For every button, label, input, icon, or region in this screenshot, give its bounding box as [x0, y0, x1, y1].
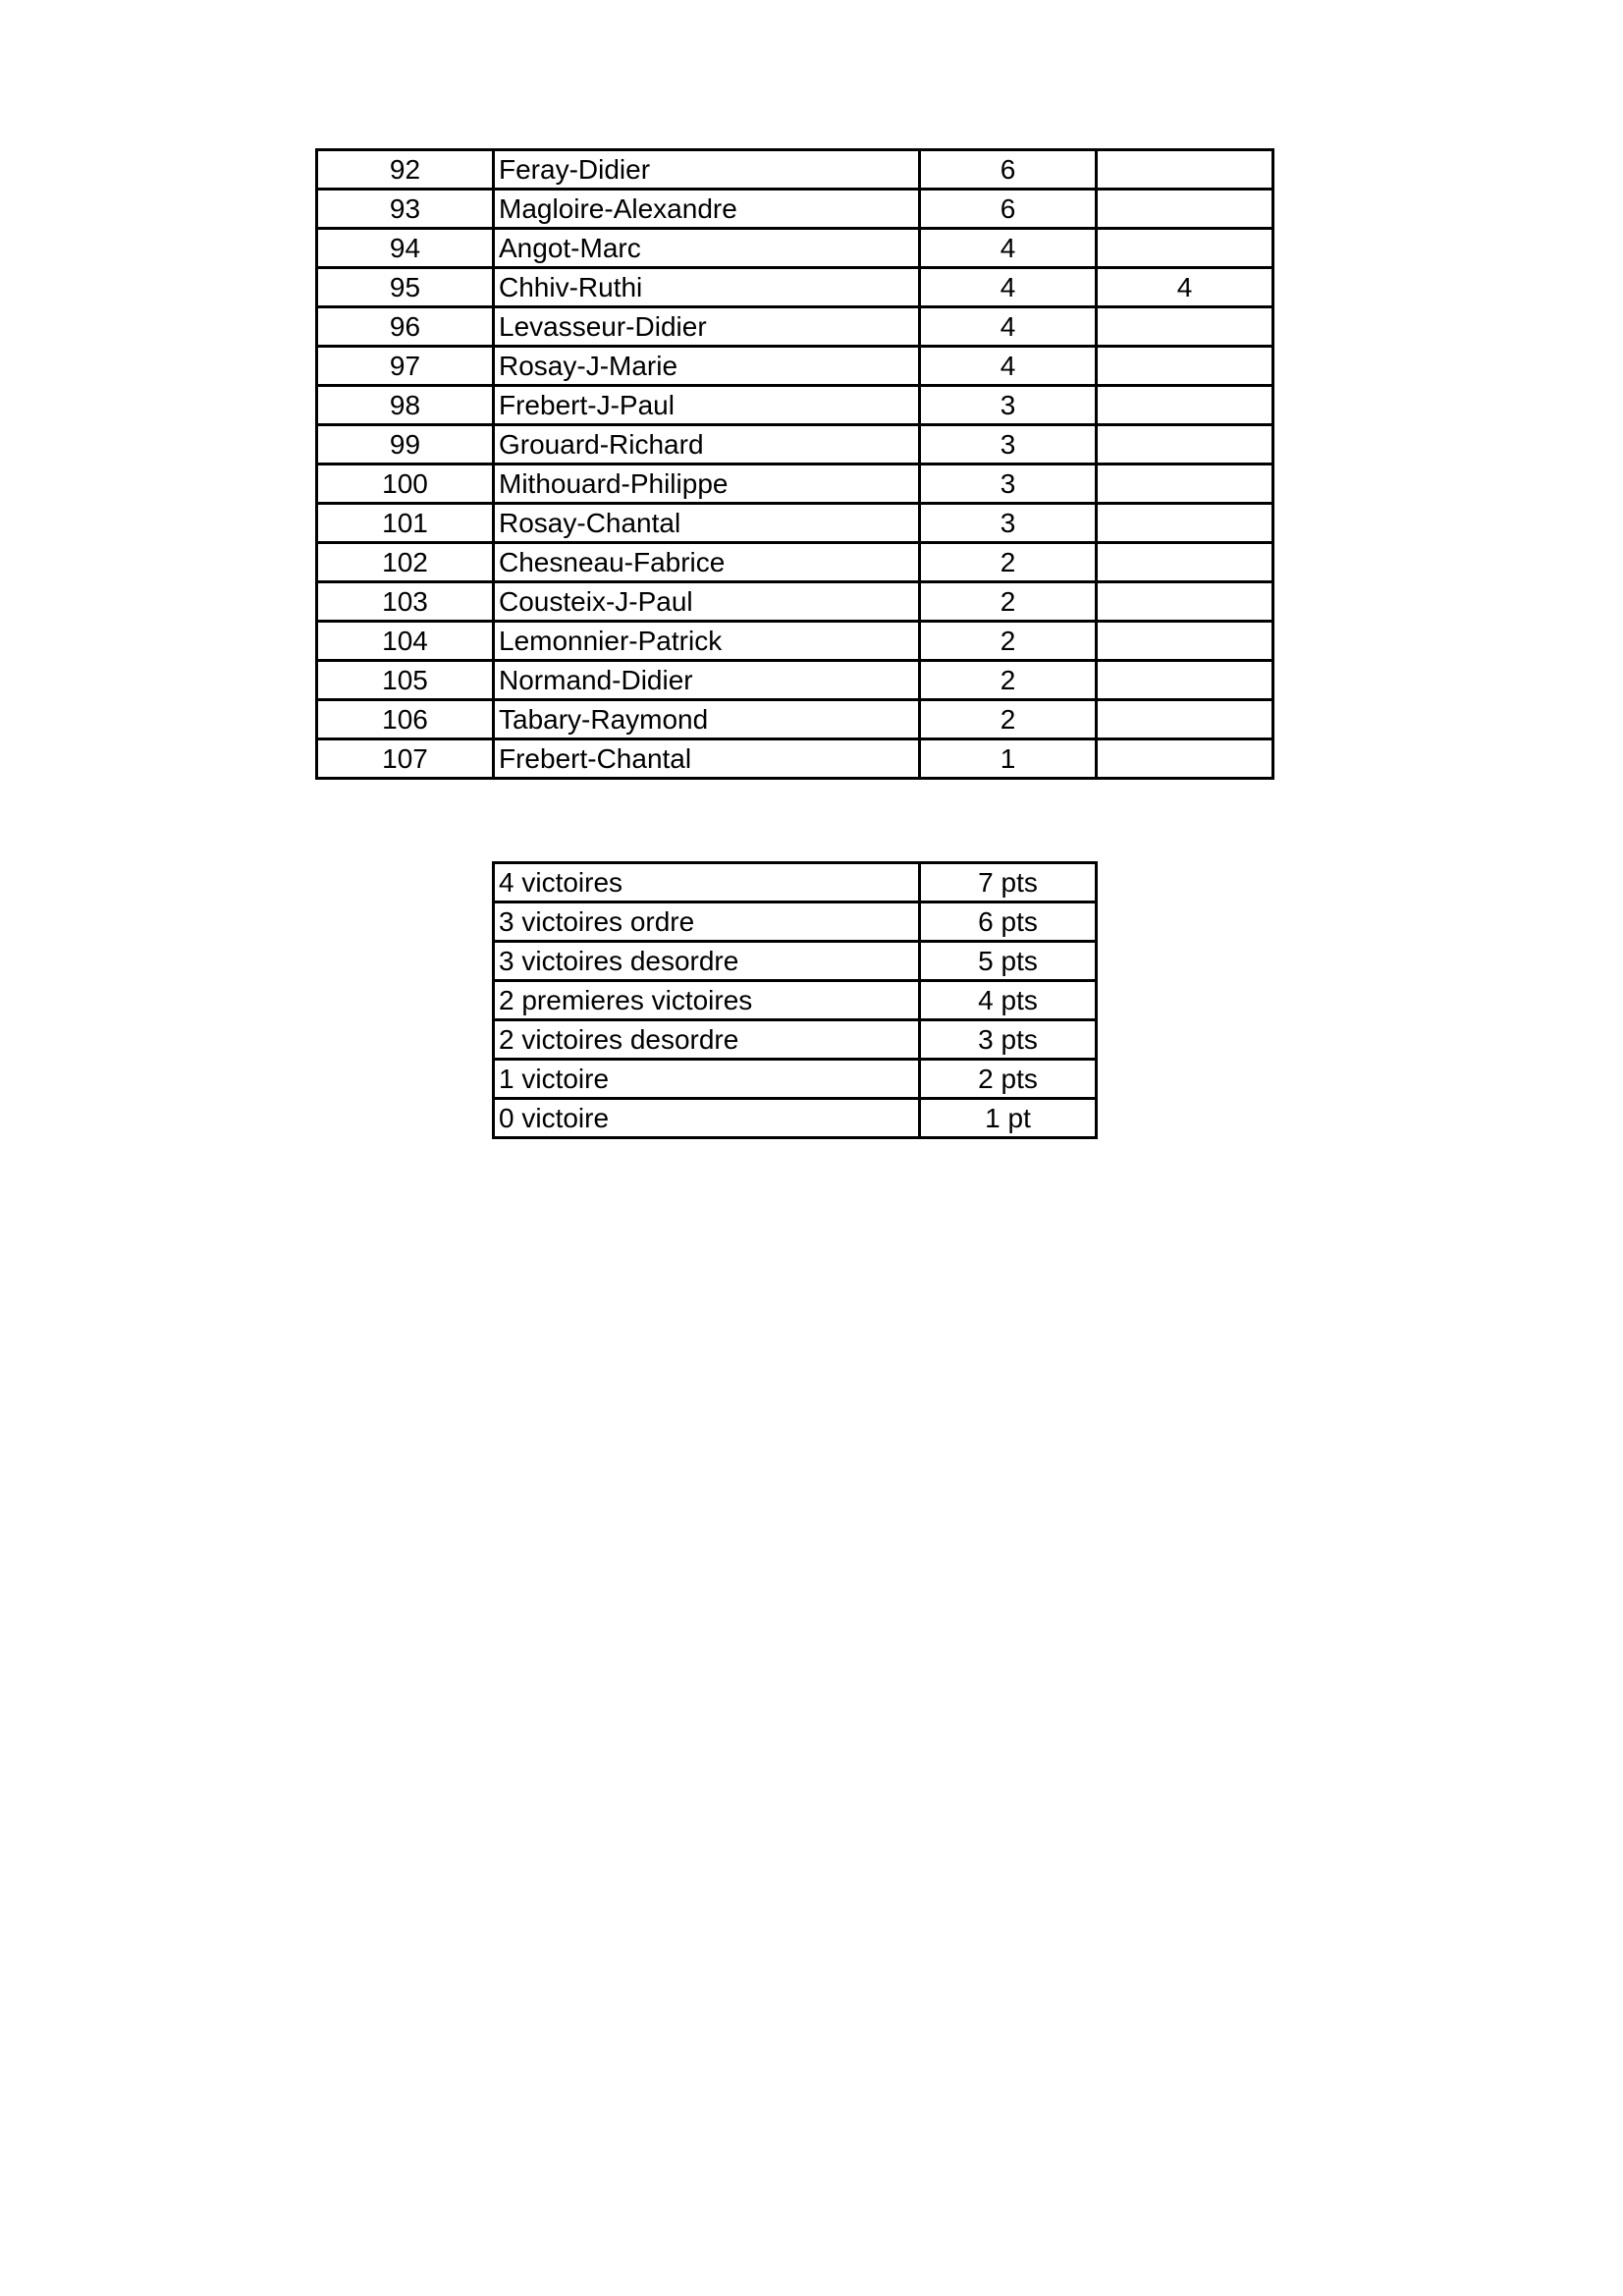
player-name-cell: Frebert-J-Paul — [494, 386, 920, 425]
extra-score-cell — [1097, 307, 1273, 347]
rank-cell: 99 — [317, 425, 494, 465]
player-name-cell: Grouard-Richard — [494, 425, 920, 465]
ranking-row — [317, 229, 1273, 268]
victory-condition-cell: 3 victoires desordre — [494, 942, 920, 981]
points-scale-row — [494, 863, 1097, 902]
player-name-cell: Chesneau-Fabrice — [494, 543, 920, 582]
score-cell: 3 — [920, 504, 1097, 543]
extra-score-cell — [1097, 700, 1273, 739]
ranking-row — [317, 739, 1273, 779]
score-cell: 3 — [920, 425, 1097, 465]
points-value-cell: 5 pts — [920, 942, 1097, 981]
rank-cell: 101 — [317, 504, 494, 543]
player-name-cell: Rosay-Chantal — [494, 504, 920, 543]
ranking-row — [317, 425, 1273, 465]
points-scale-row — [494, 981, 1097, 1020]
player-name-cell: Tabary-Raymond — [494, 700, 920, 739]
points-scale-row — [494, 1060, 1097, 1099]
rank-cell: 96 — [317, 307, 494, 347]
rank-cell: 92 — [317, 150, 494, 190]
player-name-cell: Chhiv-Ruthi — [494, 268, 920, 307]
score-cell: 2 — [920, 622, 1097, 661]
rank-cell: 107 — [317, 739, 494, 779]
extra-score-cell — [1097, 425, 1273, 465]
ranking-row — [317, 543, 1273, 582]
rank-cell: 100 — [317, 465, 494, 504]
player-name-cell: Normand-Didier — [494, 661, 920, 700]
rank-cell: 104 — [317, 622, 494, 661]
score-cell: 2 — [920, 582, 1097, 622]
score-cell: 6 — [920, 150, 1097, 190]
player-name-cell: Lemonnier-Patrick — [494, 622, 920, 661]
rank-cell: 103 — [317, 582, 494, 622]
points-value-cell: 3 pts — [920, 1020, 1097, 1060]
victory-condition-cell: 4 victoires — [494, 863, 920, 902]
extra-score-cell — [1097, 150, 1273, 190]
score-cell: 4 — [920, 307, 1097, 347]
player-name-cell: Mithouard-Philippe — [494, 465, 920, 504]
points-value-cell: 1 pt — [920, 1099, 1097, 1138]
victory-condition-cell: 0 victoire — [494, 1099, 920, 1138]
ranking-row — [317, 700, 1273, 739]
points-value-cell: 6 pts — [920, 902, 1097, 942]
extra-score-cell — [1097, 504, 1273, 543]
score-cell: 3 — [920, 386, 1097, 425]
ranking-row — [317, 307, 1273, 347]
extra-score-cell — [1097, 661, 1273, 700]
ranking-row — [317, 661, 1273, 700]
extra-score-cell — [1097, 622, 1273, 661]
score-cell: 4 — [920, 229, 1097, 268]
ranking-row — [317, 347, 1273, 386]
points-value-cell: 7 pts — [920, 863, 1097, 902]
extra-score-cell: 4 — [1097, 268, 1273, 307]
rank-cell: 93 — [317, 190, 494, 229]
ranking-body — [317, 150, 1273, 779]
points-scale-row — [494, 902, 1097, 942]
rank-cell: 105 — [317, 661, 494, 700]
score-cell: 2 — [920, 543, 1097, 582]
ranking-row — [317, 582, 1273, 622]
score-cell: 2 — [920, 700, 1097, 739]
player-name-cell: Levasseur-Didier — [494, 307, 920, 347]
extra-score-cell — [1097, 347, 1273, 386]
extra-score-cell — [1097, 229, 1273, 268]
ranking-row — [317, 386, 1273, 425]
victory-condition-cell: 2 victoires desordre — [494, 1020, 920, 1060]
extra-score-cell — [1097, 465, 1273, 504]
player-name-cell: Angot-Marc — [494, 229, 920, 268]
ranking-row — [317, 622, 1273, 661]
score-cell: 4 — [920, 347, 1097, 386]
score-cell: 4 — [920, 268, 1097, 307]
extra-score-cell — [1097, 739, 1273, 779]
ranking-row — [317, 190, 1273, 229]
player-name-cell: Frebert-Chantal — [494, 739, 920, 779]
player-name-cell: Cousteix-J-Paul — [494, 582, 920, 622]
score-cell: 3 — [920, 465, 1097, 504]
points-scale-body — [494, 863, 1097, 1138]
ranking-row — [317, 268, 1273, 307]
points-value-cell: 4 pts — [920, 981, 1097, 1020]
points-scale-row — [494, 942, 1097, 981]
player-name-cell: Feray-Didier — [494, 150, 920, 190]
ranking-row — [317, 465, 1273, 504]
extra-score-cell — [1097, 386, 1273, 425]
points-value-cell: 2 pts — [920, 1060, 1097, 1099]
rank-cell: 94 — [317, 229, 494, 268]
victory-condition-cell: 1 victoire — [494, 1060, 920, 1099]
rank-cell: 102 — [317, 543, 494, 582]
score-cell: 6 — [920, 190, 1097, 229]
ranking-table — [315, 148, 1274, 780]
rank-cell: 98 — [317, 386, 494, 425]
score-cell: 1 — [920, 739, 1097, 779]
player-name-cell: Rosay-J-Marie — [494, 347, 920, 386]
rank-cell: 106 — [317, 700, 494, 739]
ranking-row — [317, 150, 1273, 190]
points-scale-row — [494, 1020, 1097, 1060]
player-name-cell: Magloire-Alexandre — [494, 190, 920, 229]
rank-cell: 97 — [317, 347, 494, 386]
points-scale-table — [492, 861, 1098, 1139]
rank-cell: 95 — [317, 268, 494, 307]
extra-score-cell — [1097, 190, 1273, 229]
extra-score-cell — [1097, 582, 1273, 622]
ranking-row — [317, 504, 1273, 543]
victory-condition-cell: 2 premieres victoires — [494, 981, 920, 1020]
points-scale-row — [494, 1099, 1097, 1138]
extra-score-cell — [1097, 543, 1273, 582]
score-cell: 2 — [920, 661, 1097, 700]
victory-condition-cell: 3 victoires ordre — [494, 902, 920, 942]
